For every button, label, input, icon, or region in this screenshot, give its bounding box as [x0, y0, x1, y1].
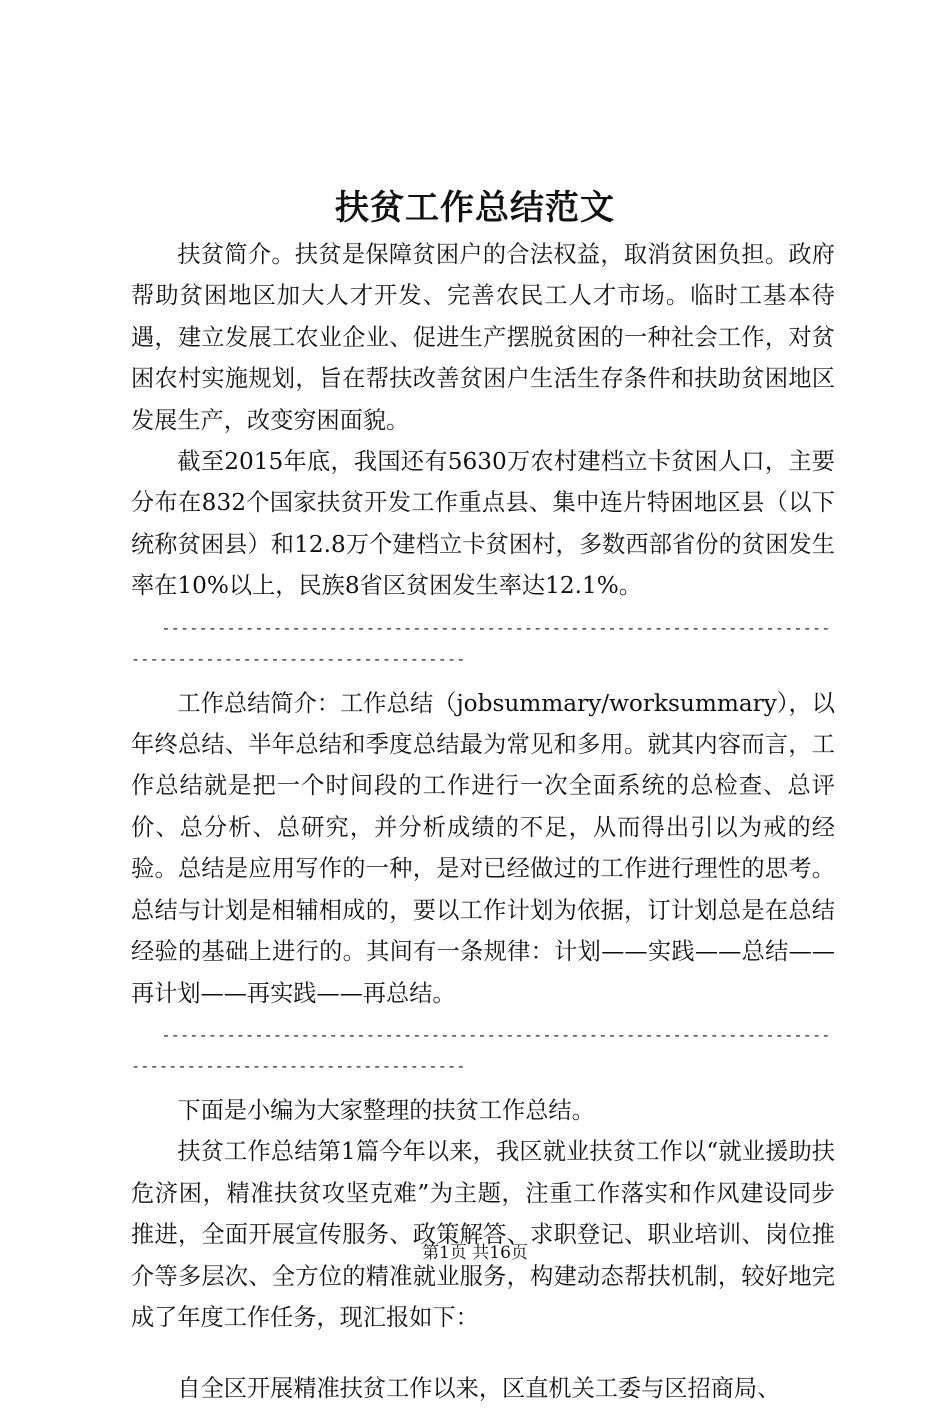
document-title: 扶贫工作总结范文: [335, 188, 615, 228]
paragraph-editor-note: 下面是小编为大家整理的扶贫工作总结。: [177, 1096, 595, 1124]
paragraph-summary-continuation: 自全区开展精准扶贫工作以来，区直机关工委与区招商局、: [177, 1375, 781, 1403]
paragraph-poverty-intro: 扶贫简介。扶贫是保障贫困户的合法权益，取消贫困负担。政府帮助贫困地区加大人才开发、完善农民工人才市场。临时工基本待遇，建立发展工农业企业、促进生产摆脱贫困的一种社会工作，对贫困农村实施规划，旨在帮扶改善贫困户生活生存条件和扶助贫困地区发展生产，改变穷困面貌。: [131, 241, 835, 434]
paragraph-summary-part-1: 扶贫工作总结第1篇今年以来，我区就业扶贫工作以“就业援助扶危济困，精准扶贫攻坚克难”为主题，注重工作落实和作风建设同步推进，全面开展宣传服务、政策解答、求职登记、职业培训、岗位推介等多层次、全方位的精准就业服务，构建动态帮扶机制，较好地完成了年度工作任务，现汇报如下：: [131, 1138, 835, 1331]
paragraph-work-summary-intro: 工作总结简介：工作总结（jobsummary/worksummary），以年终总结、半年总结和季度总结最为常见和多用。就其内容而言，工作总结就是把一个时间段的工作进行一次全面系统的总检查、总评价、总分析、总研究，并分析成绩的不足，从而得出引以为戒的经验。总结是应用写作的一种，是对已经做过的工作进行理性的思考。总结与计划是相辅相成的，要以工作计划为依据，订计划总是在总结经验的基础上进行的。其间有一条规律：计划——实践——总结——再计划——再实践——再总结。: [131, 689, 835, 1007]
paragraph-poverty-statistics: 截至2015年底，我国还有5630万农村建档立卡贫困人口，主要分布在832个国家扶贫开发工作重点县、集中连片特困地区县（以下统称贫困县）和12.8万个建档立卡贫困村，多数西部省份的贫困发生率在10%以上，民族8省区贫困发生率达12.1%。: [131, 448, 835, 600]
document-body: [131, 234, 835, 1410]
paragraph-gap: [131, 1338, 835, 1368]
page-indicator: 第1页 共16页: [422, 1243, 528, 1263]
separator-line: ------------------------------------------------------------------------------------------------------------: [131, 1025, 831, 1075]
separator-line: ------------------------------------------------------------------------------------------------------------: [131, 618, 831, 668]
